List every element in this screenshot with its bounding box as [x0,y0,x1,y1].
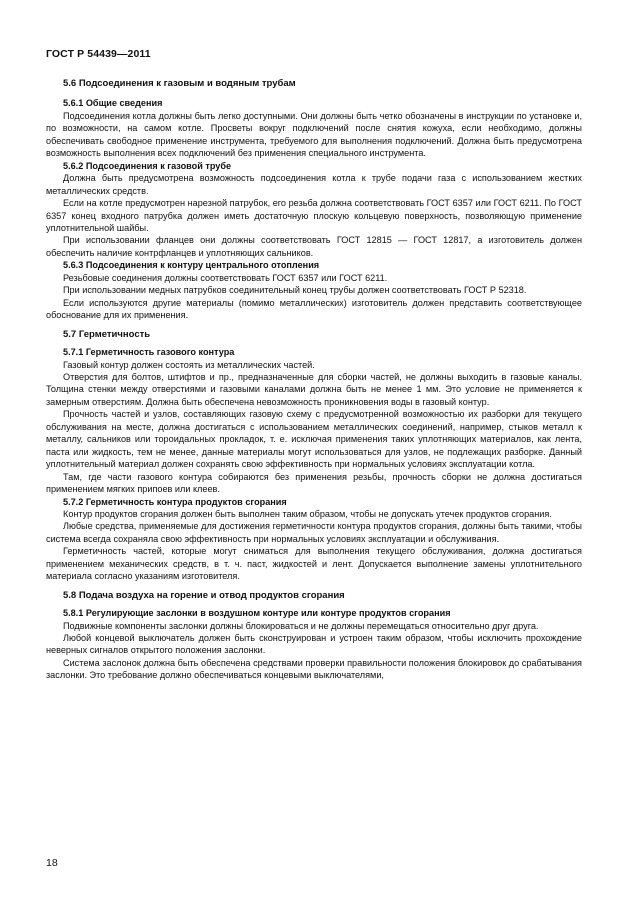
subsection-heading-5-8-1: 5.8.1 Регулирующие заслонки в воздушном контуре или контуре продуктов сгорания [63,608,451,619]
paragraph: Контур продуктов сгорания должен быть выполнен таким образом, чтобы не допускать утечек продуктов сгорания. [63,508,552,519]
paragraph: Любой концевой выключатель должен быть сконструирован и устроен таким образом, чтобы исключить прохождение неверных сигналов открытого положения заслонки. [46,633,582,656]
document-body [46,78,582,682]
subsection-heading-5-6-1: 5.6.1 Общие сведения [63,98,163,109]
subsection-heading-5-6-2: 5.6.2 Подсоединения к газовой трубе [63,160,232,171]
paragraph: Подсоединения котла должны быть легко доступными. Они должны быть четко обозначены в инструкции по установке и, по возможности, на самом котле. Просветы вокруг подключений после снятия кожуха, если необходимо, должны обеспечивать свободное применение инструмента, требуемого для выполнения подключений. Должна быть предусмотрена возможность выполнения всех подключений без применения специального инструмента. [46,110,582,159]
paragraph: Должна быть предусмотрена возможность подсоединения котла к трубе подачи газа с использованием жестких металлических средств. [46,173,582,196]
section-heading-5-7: 5.7 Герметичность [63,328,151,340]
paragraph: Подвижные компоненты заслонки должны блокироваться и не должны перемещаться относительно друг друга. [63,620,539,631]
subsection-heading-5-6-3: 5.6.3 Подсоединения к контуру центрального отопления [63,260,320,271]
paragraph: Система заслонок должна быть обеспечена средствами проверки правильности положения блокировок до срабатывания заслонки. Это требование должно обеспечиваться концевыми выключателями, [46,657,582,681]
paragraph: При использовании фланцев они должны соответствовать ГОСТ 12815 — ГОСТ 12817, а изготовитель должен обеспечить наличие контрфланцев и уплотняющих сальников. [46,235,582,258]
paragraph: Любые средства, применяемые для достижения герметичности контура продуктов сгорания, должны быть такими, чтобы система всегда сохраняла свою эффективность при нормальных условиях эксплуатации и обслуживания. [46,521,582,544]
paragraph: Если используются другие материалы (помимо металлических) изготовитель должен представить соответствующее обоснование для их применения. [46,297,582,321]
section-heading-5-6: 5.6 Подсоединения к газовым и водяным трубам [63,78,296,89]
document-code-header: ГОСТ Р 54439—2011 [46,48,151,60]
paragraph: Газовый контур должен состоять из металлических частей. [63,359,315,370]
paragraph: Там, где части газового контура собираются без применения резьбы, прочность сборки не должна достигаться применением мягких припоев или клеев. [46,471,582,495]
paragraph: Отверстия для болтов, штифтов и пр., предназначенные для сборки частей, не должны выходить в газовые каналы. Толщина стенки между отверстиями и газовыми каналами должна быть не менее 1 мм. Это условие не применяется к замерным отверстиям. Должна быть обеспечена невозможность проникновения воды в газовый контур. [46,371,582,407]
subsection-heading-5-7-2: 5.7.2 Герметичность контура продуктов сгорания [63,496,287,507]
paragraph: Герметичность частей, которые могут сниматься для выполнения текущего обслуживания, должна достигаться применением механических средств, в т. ч. паст, жидкостей и лент. Допускается выполнение замены уплотнительного материала согласно указаниям изготовителя. [46,546,582,582]
subsection-heading-5-7-1: 5.7.1 Герметичность газового контура [63,347,235,358]
paragraph: Если на котле предусмотрен нарезной патрубок, его резьба должна соответствовать ГОСТ 6357 или ГОСТ 6211. По ГОСТ 6357 конец входного патрубка должен иметь достаточную плоскую кольцевую поверхность, позволяющую применение уплотнительной шайбы. [46,198,582,233]
paragraph: Резьбовые соединения должны соответствовать ГОСТ 6357 или ГОСТ 6211. [63,272,388,283]
page-number: 18 [46,857,58,869]
paragraph: При использовании медных патрубков соединительный конец трубы должен соответствовать ГОСТ Р 52318. [63,285,527,296]
section-heading-5-8: 5.8 Подача воздуха на горение и отвод продуктов сгорания [63,589,345,601]
paragraph: Прочность частей и узлов, составляющих газовую схему с предусмотренной возможностью их разборки для текущего обслуживания на месте, должна достигаться с использованием металлических соединений, например, стыков металл к металлу, сальников или тороидальных прокладок, т. е. исключая применения таких уплотняющих материалов, как лента, паста или жидкость, тем не менее, данные материалы могут использоваться для узлов, не подлежащих разборке. Данный уплотнительный материал должен сохранять свою эффективность при нормальных условиях эксплуатации котла. [46,409,582,470]
